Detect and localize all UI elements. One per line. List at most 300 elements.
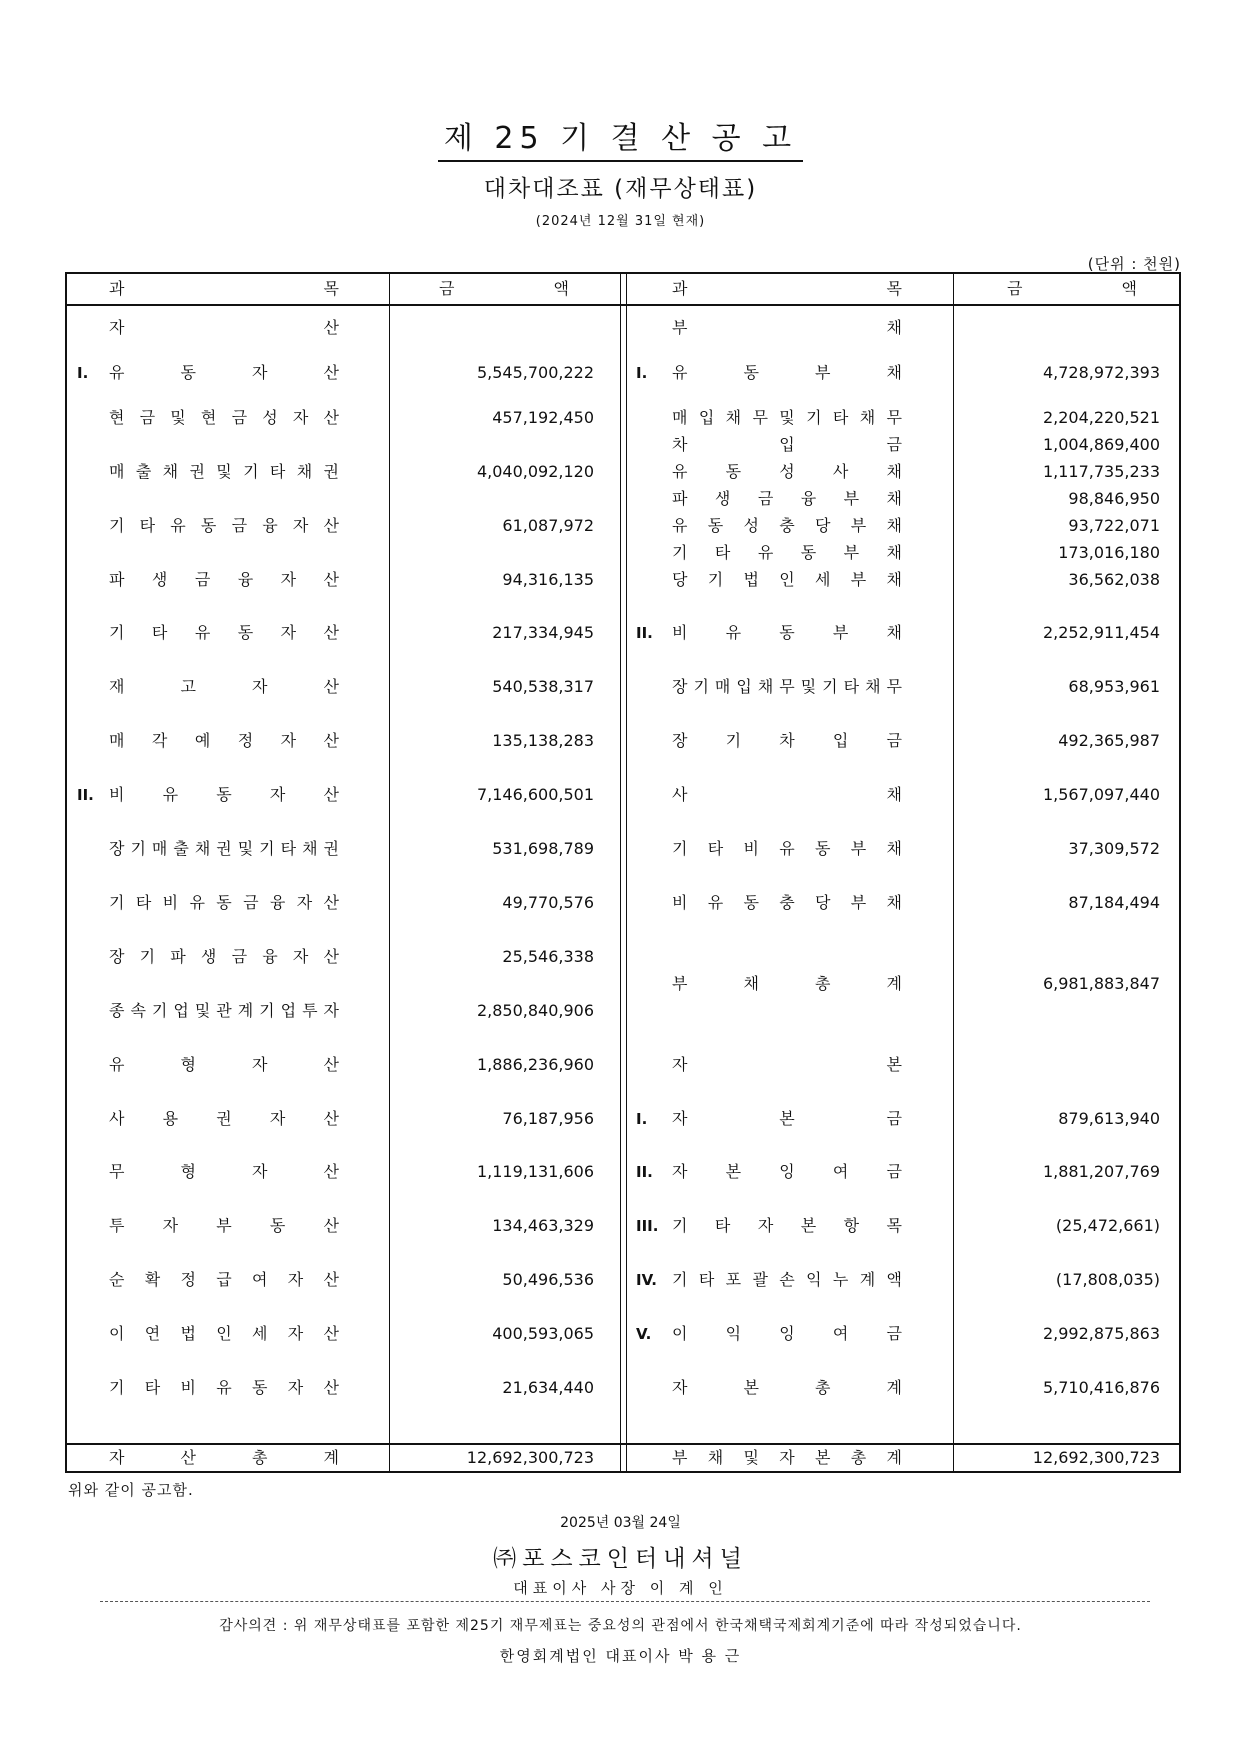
asset-account-label-char: 자 [252,1162,268,1181]
liability-equity-account-label-char: 금 [757,489,774,508]
asset-account-label-char: 산 [323,785,339,804]
asset-account-label-char: 기 [259,1001,275,1020]
liability-equity-account-label-char: 당 [815,893,831,912]
liability-equity-account-label-char: 타 [698,1270,715,1289]
liability-equity-account-label-char: 무 [752,408,768,427]
liability-equity-account-label [672,515,902,537]
liability-equity-account-label-char: 차 [672,435,688,454]
liability-equity-account-label-char: 금 [886,1162,902,1181]
liability-equity-row [67,1323,1179,1345]
liability-equity-account-label [672,1269,902,1291]
asset-roman-numeral: II. [77,786,94,804]
statement-subtitle: 대차대조표 (재무상태표) [483,176,758,202]
asset-account-label-char: 산 [323,623,339,642]
asset-account-label-char: 출 [135,462,152,481]
liability-equity-account-label-char: 총 [815,1378,831,1397]
asset-amount: 134,463,329 [492,1216,594,1235]
total-assets-amount: 12,692,300,723 [466,1448,594,1467]
liability-equity-account-label-char: 계 [859,1270,876,1289]
header-amount-char: 액 [1121,279,1137,298]
asset-account-label-char: 자 [269,785,286,804]
table-body [67,304,1179,1443]
asset-account-label-char: 세 [252,1324,268,1343]
liability-equity-account-label-char: 충 [779,893,795,912]
asset-account-label-char: 투 [302,1001,318,1020]
asset-amount: 135,138,283 [492,731,594,750]
liability-equity-account-label [672,317,902,339]
liability-equity-account-label [672,1215,902,1237]
liability-equity-account-label-char: 부 [850,570,867,589]
unit-label: (단위 : 천원) [1087,255,1181,273]
liability-equity-account-label-char: 금 [886,1324,902,1343]
asset-account-label-char: 출 [173,839,189,858]
liability-equity-amount: 93,722,071 [1068,516,1160,535]
asset-account-label-char: 유 [194,623,211,642]
asset-account-label-char: 산 [323,318,339,337]
asset-account-label-char: 및 [237,839,254,858]
asset-account-label-char: 이 [109,1324,125,1343]
liability-equity-account-label-char: 채 [886,570,902,589]
liability-equity-amount: 879,613,940 [1058,1109,1160,1128]
asset-amount: 540,538,317 [492,677,594,696]
liability-equity-row [67,488,1179,510]
as-of-date: (2024년 12월 31일 현재) [535,214,706,229]
liability-equity-account-label-char: 누 [832,1270,849,1289]
header-account-char: 목 [886,279,902,298]
asset-account-label-char: 관 [216,1001,232,1020]
liability-equity-account-label-char: 본 [779,1109,795,1128]
liability-equity-account-label-char: 사 [672,785,688,804]
asset-account-label-char: 금 [231,947,248,966]
asset-account-label-char: 정 [237,731,254,750]
liability-equity-row [67,838,1179,860]
liability-equity-account-label-char: 사 [832,462,849,481]
asset-account-label-char: 산 [323,731,339,750]
total-liabilities-equity-amount: 12,692,300,723 [1032,1448,1160,1467]
asset-account-label-char: 자 [296,893,313,912]
liability-equity-account-label-char: 채 [886,363,902,382]
liability-equity-account-label [672,407,902,429]
header-account-char: 과 [109,279,125,298]
liability-equity-account-label-char: 차 [779,731,795,750]
liability-equity-account-label-char: 자 [672,1162,688,1181]
liability-equity-account-label-char: 동 [743,893,759,912]
liability-equity-account-label-char: 기 [672,1216,688,1235]
liability-equity-account-label-char: 무 [886,408,902,427]
asset-account-label-char: 기 [243,462,259,481]
liability-equity-roman-numeral: II. [636,624,653,642]
asset-account-label-char: 권 [216,839,232,858]
balance-sheet-table [65,272,1181,1473]
liability-equity-account-label-char: 익 [806,1270,822,1289]
asset-account-label-char: 타 [139,516,156,535]
asset-account-label-char: 형 [180,1162,196,1181]
asset-account-label-char: 산 [323,363,339,382]
total-liabilities-equity-label-char: 계 [886,1448,902,1467]
liability-equity-account-label-char: 금 [886,731,902,750]
liability-equity-row [67,1377,1179,1399]
header-account-left [109,278,339,300]
asset-account-label-char: 산 [323,1378,339,1397]
liability-equity-account-label-char: 당 [815,516,831,535]
liability-equity-amount: 1,004,869,400 [1042,435,1160,454]
company-name: ㈜포스코인터내셔널 [493,1546,748,1572]
liability-equity-account-label [672,1161,902,1183]
liability-equity-account-label-char: 채 [725,408,742,427]
asset-account-label-char: 타 [144,1378,161,1397]
liability-equity-account-label-char: 입 [736,677,752,696]
asset-account-label-char: 동 [200,516,217,535]
liability-equity-account-label-char: 기 [806,408,822,427]
asset-account-label-char: 기 [109,893,125,912]
liability-equity-account-label-char: 입 [779,435,795,454]
ceo-line: 대표이사 사장 이 계 인 [513,1579,728,1597]
asset-account-label-char: 자 [269,1109,286,1128]
asset-account-label-char: 자 [162,1216,179,1235]
liability-equity-row [67,1108,1179,1130]
asset-amount: 50,496,536 [502,1270,594,1289]
asset-amount: 21,634,440 [502,1378,594,1397]
liability-equity-account-label [672,838,902,860]
liability-equity-amount: 1,881,207,769 [1042,1162,1160,1181]
asset-amount: 217,334,945 [492,623,594,642]
asset-account-label [109,946,339,968]
liability-equity-roman-numeral: I. [636,364,648,382]
total-liabilities-equity-label-char: 본 [815,1448,831,1467]
header-account-char: 목 [323,279,339,298]
liability-equity-account-label-char: 기 [672,543,688,562]
asset-account-label-char: 타 [135,893,152,912]
liability-equity-account-label [672,1377,902,1399]
liability-equity-account-label-char: 기 [707,570,724,589]
asset-account-label-char: 자 [252,1055,268,1074]
liability-equity-roman-numeral: I. [636,1110,648,1128]
liability-equity-account-label-char: 타 [832,408,849,427]
asset-account-label-char: 동 [216,785,232,804]
asset-account-label-char: 기 [130,839,146,858]
notice-text: 위와 같이 공고함. [68,1481,194,1499]
liability-equity-account-label-char: 유 [725,623,742,642]
asset-account-label-char: 생 [151,570,168,589]
liability-equity-account-label-char: 세 [815,570,831,589]
liability-equity-account-label-char: 이 [672,1324,688,1343]
asset-account-label-char: 산 [323,1162,339,1181]
asset-account-label-char: 생 [200,947,217,966]
asset-amount: 25,546,338 [502,947,594,966]
liability-equity-account-label [672,1108,902,1130]
liability-equity-account-label-char: 및 [779,408,795,427]
asset-account-label-char: 예 [194,731,211,750]
asset-account-label-char: 종 [109,1001,125,1020]
asset-account-label-char: 융 [262,516,278,535]
liability-equity-row [67,434,1179,456]
asset-account-label-char: 융 [262,947,278,966]
asset-amount: 1,886,236,960 [476,1055,594,1074]
asset-account-label-char: 성 [262,408,278,427]
liability-equity-account-label-char: 부 [843,543,860,562]
liability-equity-row [67,1269,1179,1291]
asset-account-label-char: 부 [216,1216,232,1235]
liability-equity-account-label-char: 여 [832,1162,849,1181]
asset-account-label-char: 무 [109,1162,125,1181]
liability-equity-account-label-char: 채 [757,677,774,696]
asset-account-label-char: 유 [162,785,179,804]
asset-account-label-char: 산 [323,1216,339,1235]
liability-equity-account-label-char: 기 [672,1270,688,1289]
liability-equity-account-label-char: 여 [832,1324,849,1343]
liability-equity-account-label-char: 부 [850,516,867,535]
asset-account-label-char: 비 [109,785,125,804]
liability-equity-account-label-char: 채 [886,543,902,562]
document-title: 제 25 기 결 산 공 고 [0,113,1241,157]
asset-account-label-char: 속 [130,1001,146,1020]
liability-equity-account-label [672,488,902,510]
header-amount-char: 금 [439,279,455,298]
liability-equity-account-label-char: 무 [779,677,795,696]
liability-equity-row [67,1054,1179,1076]
total-liabilities-equity-label-char: 채 [707,1448,724,1467]
liability-equity-account-label-char: 본 [800,1216,817,1235]
table-header [67,274,1179,304]
liability-equity-row [67,569,1179,591]
header-amount-char: 금 [1007,279,1023,298]
liability-equity-account-label-char: 목 [886,1216,902,1235]
liability-equity-row [67,892,1179,914]
asset-account-label-char: 산 [323,408,339,427]
liability-equity-account-label-char: 동 [743,363,759,382]
liability-equity-account-label [672,892,902,914]
liability-equity-account-label-char: 자 [672,1055,688,1074]
liability-equity-amount: 2,252,911,454 [1042,623,1160,642]
asset-account-label-char: 채 [302,839,318,858]
asset-account-label-char: 및 [194,1001,211,1020]
liability-equity-roman-numeral: II. [636,1163,653,1181]
asset-account-label-char: 금 [231,408,248,427]
liability-equity-account-label-char: 유 [672,363,688,382]
liability-equity-account-label-char: 동 [815,839,831,858]
liability-equity-amount: 1,117,735,233 [1042,462,1160,481]
asset-account-label-char: 타 [269,462,286,481]
liability-equity-account-label [672,542,902,564]
liability-equity-account-label-char: 입 [832,731,849,750]
liability-equity-account-label-char: 부 [832,623,849,642]
liability-equity-account-label-char: 타 [714,543,731,562]
total-liabilities-equity-label-char: 및 [743,1448,759,1467]
liability-equity-roman-numeral: V. [636,1325,652,1343]
liability-equity-account-label [672,362,902,384]
asset-account-label-char: 채 [162,462,179,481]
asset-account-label-char: 형 [180,1055,196,1074]
asset-amount: 457,192,450 [492,408,594,427]
liability-equity-account-label-char: 채 [886,623,902,642]
asset-account-label-char: 자 [252,363,268,382]
liability-equity-account-label-char: 채 [859,408,876,427]
liability-equity-amount: 68,953,961 [1068,677,1160,696]
asset-amount: 7,146,600,501 [476,785,594,804]
liability-equity-amount: 1,567,097,440 [1042,785,1160,804]
total-liabilities-equity-label-char: 부 [672,1448,688,1467]
total-assets-label-char: 총 [252,1448,268,1467]
asset-account-label-char: 및 [216,462,232,481]
liability-equity-account-label-char: 비 [672,893,688,912]
liability-equity-account-label-char: 본 [743,1378,759,1397]
asset-account-label-char: 타 [280,839,297,858]
liability-equity-amount: 98,846,950 [1068,489,1160,508]
asset-account-label-char: 자 [287,1270,304,1289]
asset-account-label-char: 각 [151,731,168,750]
liability-equity-row [67,784,1179,806]
asset-account-label-char: 금 [139,408,156,427]
liability-equity-account-label-char: 채 [886,839,902,858]
liability-equity-account-label-char: 잉 [779,1162,795,1181]
asset-account-label-char: 여 [252,1270,268,1289]
liability-equity-account-label-char: 장 [672,731,688,750]
liability-equity-account-label-char: 충 [779,516,795,535]
liability-equity-account-label-char: 기 [672,839,688,858]
asset-amount: 61,087,972 [502,516,594,535]
liability-equity-account-label [672,730,902,752]
liability-equity-account-label-char: 잉 [779,1324,795,1343]
asset-account-label-char: 동 [252,1378,268,1397]
liability-equity-amount: 4,728,972,393 [1042,363,1160,382]
asset-account-label-char: 투 [109,1216,125,1235]
liability-equity-amount: (25,472,661) [1055,1216,1160,1235]
liability-equity-account-label-char: 동 [779,623,795,642]
total-liabilities-equity-label-char: 자 [779,1448,795,1467]
asset-amount: 5,545,700,222 [476,363,594,382]
liability-equity-account-label [672,973,902,995]
liability-equity-row [67,362,1179,384]
total-assets-label-char: 자 [109,1448,125,1467]
liability-equity-row [67,407,1179,429]
asset-amount: 76,187,956 [502,1109,594,1128]
asset-account-label-char: 업 [173,1001,189,1020]
liability-equity-account-label-char: 채 [886,318,902,337]
asset-account-label-char: 산 [323,1270,339,1289]
total-assets-label [109,1447,339,1469]
header-account-right [672,278,902,300]
asset-account-label-char: 매 [109,731,125,750]
liability-equity-account-label-char: 항 [843,1216,860,1235]
liability-equity-row [67,1215,1179,1237]
asset-account-label-char: 산 [323,893,339,912]
asset-account-label-char: 자 [292,947,309,966]
liability-equity-account-label-char: 괄 [752,1270,768,1289]
asset-account-label-char: 기 [139,947,156,966]
liability-equity-roman-numeral: III. [636,1217,659,1235]
asset-account-label-char: 확 [144,1270,161,1289]
liability-equity-account-label-char: 부 [672,318,688,337]
asset-account-label-char: 자 [323,1001,339,1020]
liability-equity-account-label-char: 본 [886,1055,902,1074]
liability-equity-account-label-char: 채 [886,489,902,508]
liability-equity-account-label-char: 동 [800,543,817,562]
asset-amount: 1,119,131,606 [476,1162,594,1181]
asset-account-label [109,1000,339,1022]
liability-equity-account-label-char: 채 [886,785,902,804]
liability-equity-account-label-char: 금 [886,435,902,454]
asset-amount: 4,040,092,120 [476,462,594,481]
asset-account-label-char: 권 [323,462,339,481]
asset-amount: 2,850,840,906 [476,1001,594,1020]
liability-equity-account-label-char: 유 [779,839,795,858]
asset-account-label-char: 자 [252,677,268,696]
liability-equity-amount: 37,309,572 [1068,839,1160,858]
asset-account-label-char: 비 [162,893,179,912]
liability-equity-account-label [672,784,902,806]
asset-account-label-char: 유 [109,363,125,382]
liability-equity-amount: (17,808,035) [1055,1270,1160,1289]
liability-equity-account-label-char: 유 [757,543,774,562]
asset-account-label-char: 인 [216,1324,232,1343]
asset-account-label-char: 채 [194,839,211,858]
asset-account-label-char: 권 [189,462,205,481]
header-amount-left [439,278,569,300]
liability-equity-account-label [672,676,902,698]
liability-equity-account-label-char: 기 [822,677,838,696]
liability-equity-account-label-char: 비 [743,839,759,858]
asset-account-label-char: 연 [144,1324,161,1343]
asset-account-label-char: 자 [287,1324,304,1343]
asset-account-label-char: 산 [323,1324,339,1343]
asset-account-label-char: 파 [170,947,186,966]
total-assets-label-char: 산 [180,1448,196,1467]
liability-equity-account-label-char: 계 [886,1378,902,1397]
asset-account-label-char: 기 [109,516,125,535]
asset-account-label-char: 융 [269,893,286,912]
asset-account-label-char: 산 [323,1055,339,1074]
liability-equity-account-label-char: 및 [800,677,817,696]
table-totals [67,1443,1179,1473]
liability-equity-amount: 2,992,875,863 [1042,1324,1160,1343]
liability-equity-account-label-char: 동 [707,516,724,535]
liability-equity-account-label [672,461,902,483]
asset-account-label-char: 권 [323,839,339,858]
asset-amount: 400,593,065 [492,1324,594,1343]
asset-row [67,1000,1179,1022]
asset-amount: 94,316,135 [502,570,594,589]
liability-equity-account-label-char: 총 [815,974,831,993]
liability-equity-account-label-char: 부 [850,893,867,912]
liability-equity-account-label-char: 비 [672,623,688,642]
asset-account-label-char: 융 [237,570,254,589]
liability-equity-account-label-char: 본 [725,1162,742,1181]
liability-equity-account-label-char: 장 [672,677,688,696]
asset-account-label-char: 장 [109,839,125,858]
dashed-divider [100,1601,1150,1602]
liability-equity-account-label-char: 유 [672,462,688,481]
asset-account-label-char: 정 [180,1270,196,1289]
asset-account-label-char: 유 [189,893,205,912]
liability-equity-amount: 6,981,883,847 [1042,974,1160,993]
asset-account-label-char: 산 [323,570,339,589]
liability-equity-row [67,973,1179,995]
asset-account-label-char: 자 [280,570,297,589]
asset-account-label-char: 유 [109,1055,125,1074]
header-account-char: 과 [672,279,688,298]
asset-account-label-char: 용 [162,1109,179,1128]
asset-account-label-char: 현 [109,408,125,427]
liability-equity-row [67,622,1179,644]
liability-equity-account-label-char: 채 [886,462,902,481]
liability-equity-account-label-char: 채 [865,677,881,696]
liability-equity-account-label-char: 기 [725,731,742,750]
total-liabilities-equity-label [672,1447,902,1469]
liability-equity-row [67,542,1179,564]
auditor-line: 한영회계법인 대표이사 박 용 근 [499,1647,742,1665]
asset-account-label-char: 기 [109,1378,125,1397]
liability-equity-row [67,317,1179,339]
